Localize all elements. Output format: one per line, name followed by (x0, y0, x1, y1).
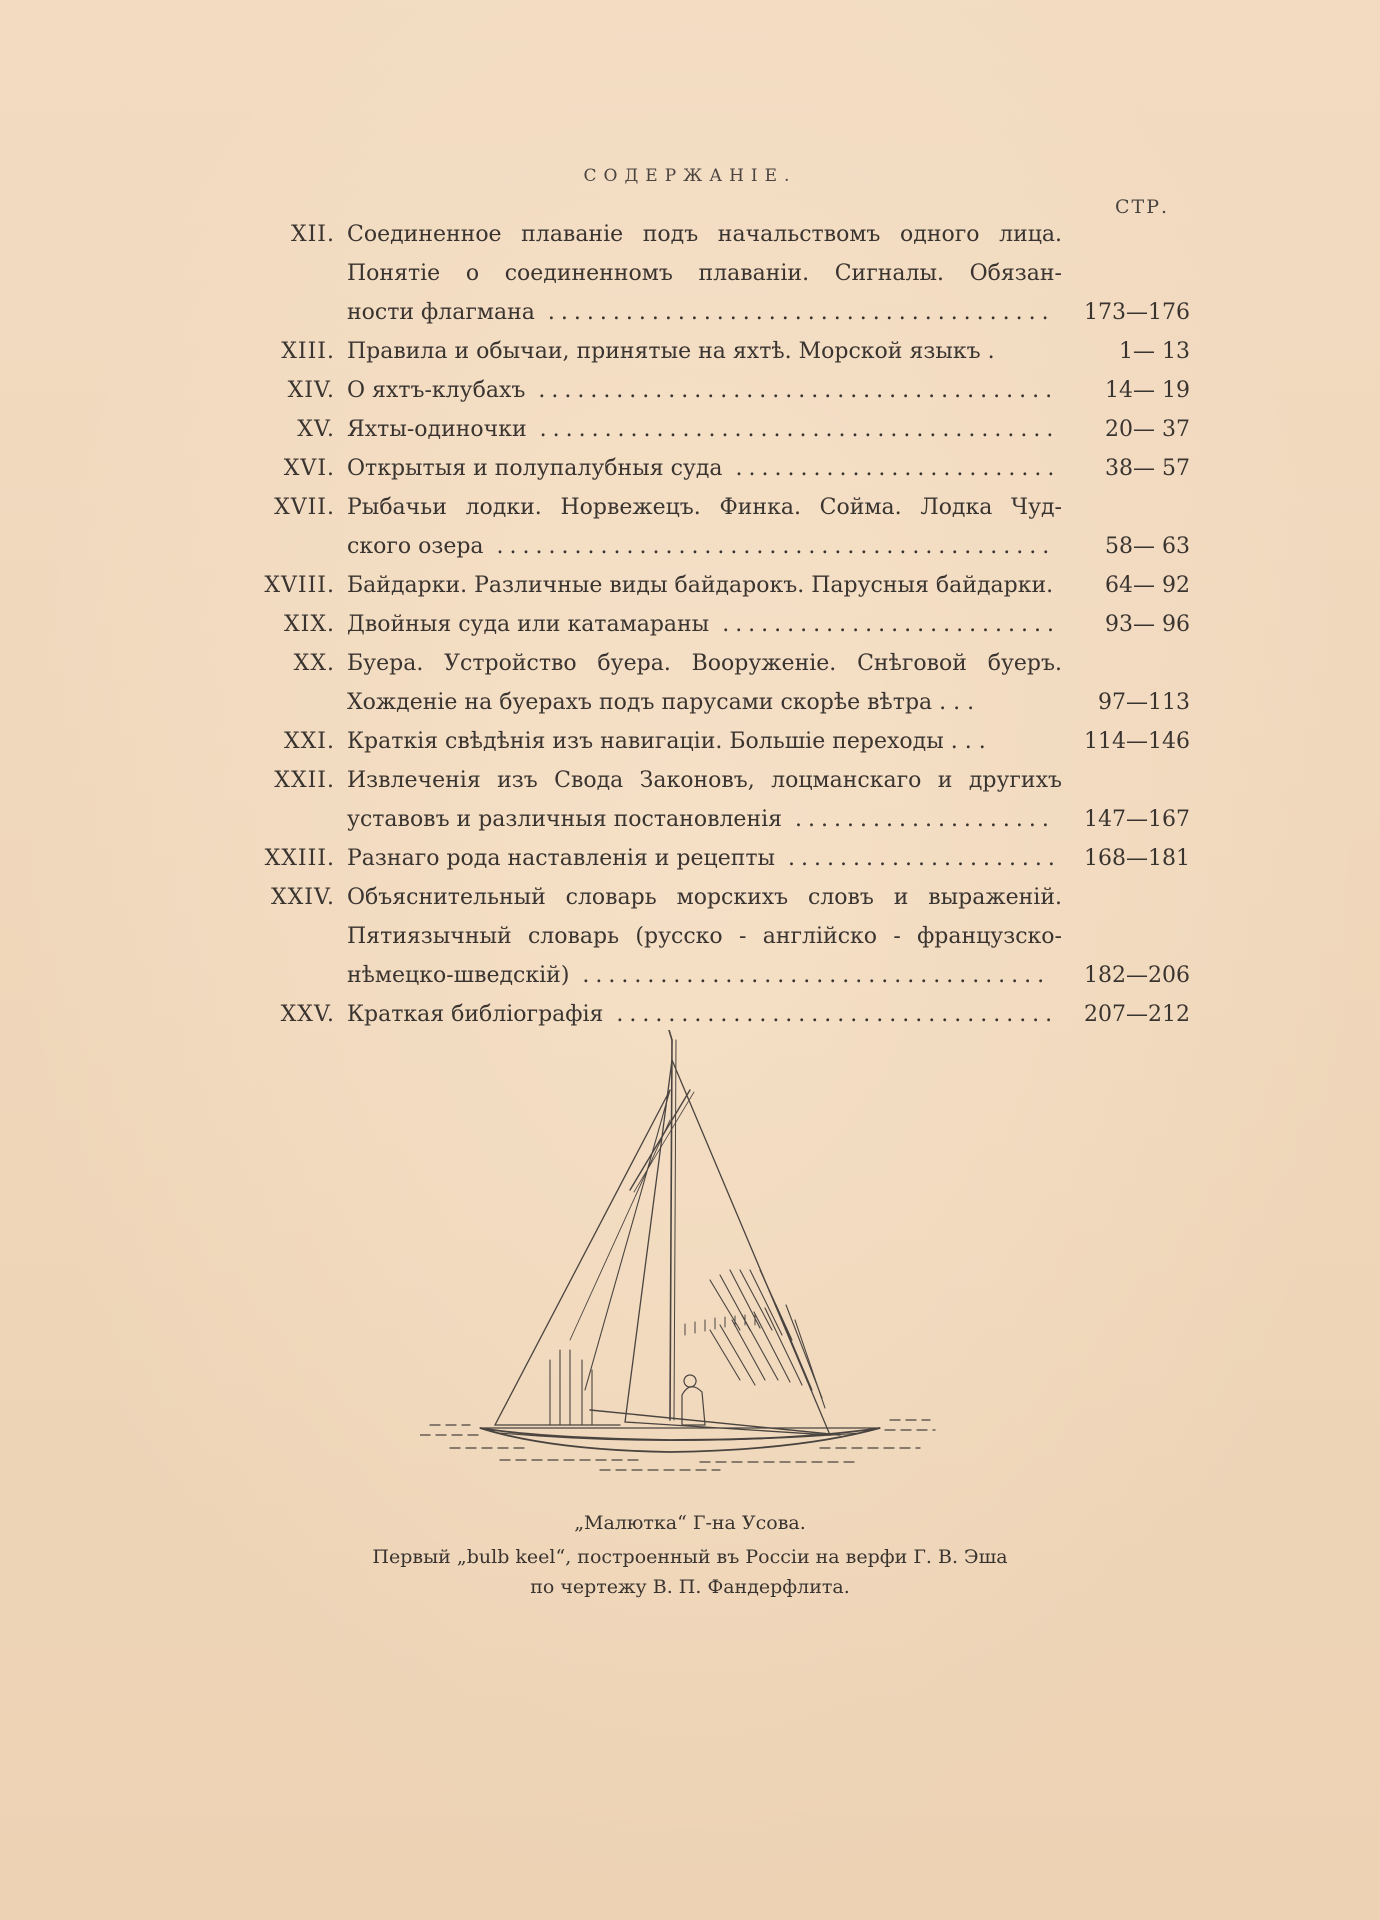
toc-entry-line (0, 995, 1380, 1034)
toc-entry (0, 644, 1380, 722)
chapter-title-text: уставовъ и различныя постановленія (347, 807, 783, 832)
page-range: 64— 92 (1105, 573, 1190, 598)
leader-dots: .......................... (709, 612, 1061, 637)
toc-entry-line (0, 527, 1380, 566)
chapter-title (347, 761, 1062, 800)
chapter-title (347, 722, 1062, 761)
chapter-number: XV. (297, 417, 335, 442)
chapter-title (347, 293, 1062, 332)
chapter-title (347, 332, 1062, 371)
chapter-title (347, 956, 1062, 995)
table-of-contents (0, 215, 1380, 1034)
page-range: 20— 37 (1105, 417, 1190, 442)
toc-entry-line (0, 566, 1380, 605)
chapter-title-text: О яхтъ-клубахъ (347, 378, 526, 403)
toc-entry (0, 722, 1380, 761)
chapter-number: XXII. (274, 768, 335, 793)
chapter-title (347, 605, 1062, 644)
toc-entry (0, 878, 1380, 995)
chapter-title-text: ности флагмана (347, 300, 535, 325)
toc-entry-line (0, 878, 1380, 917)
chapter-number: XVIII. (264, 573, 335, 598)
figure-caption-line: Первый „bulb keel“, построенный въ Россіи на верфи Г. В. Эша (372, 1546, 1008, 1568)
toc-entry (0, 839, 1380, 878)
chapter-title-text: Пятиязычный словарь (русско - англійско - французско- (347, 924, 1062, 949)
leader-dots: .................................. (603, 1002, 1059, 1027)
chapter-title (347, 644, 1062, 683)
toc-entry-line (0, 761, 1380, 800)
toc-entry (0, 566, 1380, 605)
page-title: СОДЕРЖАНІЕ. (583, 166, 797, 186)
chapter-title (347, 566, 1062, 605)
chapter-title-text: Двойныя суда или катамараны (347, 612, 710, 637)
chapter-title-text: Открытыя и полупалубныя суда (347, 456, 723, 481)
chapter-title-text: Соединенное плаваніе подъ начальствомъ одного лица. (347, 222, 1062, 247)
figure-caption-line: по чертежу В. П. Фандерфлита. (530, 1576, 850, 1598)
leader-dots: ....................................... (534, 300, 1055, 325)
toc-entry-line (0, 371, 1380, 410)
page-range: 168—181 (1084, 846, 1190, 871)
toc-entry-line (0, 800, 1380, 839)
chapter-number: XXI. (283, 729, 335, 754)
leader-dots: ..................... (775, 846, 1061, 871)
chapter-title (347, 995, 1062, 1034)
chapter-title (347, 215, 1062, 254)
leader-dots: .................................... (569, 963, 1051, 988)
toc-entry-line (0, 332, 1380, 371)
sailboat-illustration (420, 1030, 940, 1480)
chapter-title-text: Краткая библіографія (347, 1002, 604, 1027)
page-range: 93— 96 (1105, 612, 1190, 637)
pages-column-label: СТР. (1115, 196, 1170, 218)
page-range: 97—113 (1098, 690, 1190, 715)
toc-entry-line (0, 293, 1380, 332)
toc-entry-line (0, 605, 1380, 644)
toc-entry-line (0, 488, 1380, 527)
toc-entry-line (0, 683, 1380, 722)
page-range: 58— 63 (1105, 534, 1190, 559)
toc-entry (0, 371, 1380, 410)
toc-entry-line (0, 410, 1380, 449)
chapter-title-text: Объяснительный словарь морскихъ словъ и выраженій. (347, 885, 1062, 910)
leader-dots: ........................................... (483, 534, 1056, 559)
chapter-title-text: Байдарки. Различные виды байдарокъ. Парусныя байдарки. (347, 573, 1054, 598)
chapter-number: XII. (290, 222, 335, 247)
chapter-title-text: Правила и обычаи, принятые на яхтѣ. Морской языкъ . (347, 339, 995, 364)
chapter-title-text: Хожденіе на буерахъ подъ парусами скорѣе вѣтра . . . (347, 690, 975, 715)
toc-entry-line (0, 215, 1380, 254)
chapter-title (347, 839, 1062, 878)
chapter-title (347, 488, 1062, 527)
chapter-title-text: Рыбачьи лодки. Норвежецъ. Финка. Сойма. Лодка Чуд- (347, 495, 1062, 520)
page-range: 1— 13 (1119, 339, 1190, 364)
toc-entry-line (0, 956, 1380, 995)
chapter-number: XXIII. (264, 846, 335, 871)
page-range: 182—206 (1084, 963, 1190, 988)
chapter-title (347, 683, 1062, 722)
toc-entry-line (0, 917, 1380, 956)
leader-dots: ......................... (722, 456, 1061, 481)
page-range: 14— 19 (1105, 378, 1190, 403)
leader-dots: ........................................ (525, 378, 1059, 403)
page-range: 147—167 (1084, 807, 1190, 832)
chapter-title-text: Буера. Устройство буера. Вооруженіе. Снѣговой буеръ. (347, 651, 1062, 676)
toc-entry (0, 332, 1380, 371)
toc-entry-line (0, 839, 1380, 878)
page-range: 38— 57 (1105, 456, 1190, 481)
chapter-title-text: Разнаго рода наставленія и рецепты (347, 846, 776, 871)
page-range: 207—212 (1084, 1002, 1190, 1027)
toc-entry (0, 410, 1380, 449)
chapter-number: XVI. (283, 456, 335, 481)
toc-entry-line (0, 644, 1380, 683)
chapter-title (347, 800, 1062, 839)
chapter-number: XIV. (287, 378, 335, 403)
leader-dots: .................... (782, 807, 1055, 832)
toc-entry (0, 215, 1380, 332)
chapter-number: XIX. (283, 612, 335, 637)
chapter-title (347, 254, 1062, 293)
toc-entry-line (0, 254, 1380, 293)
chapter-title-text: ского озера (347, 534, 484, 559)
leader-dots: ........................................ (526, 417, 1060, 442)
chapter-number: XXIV. (270, 885, 335, 910)
toc-entry (0, 488, 1380, 566)
chapter-title-text: нѣмецко-шведскій) (347, 963, 570, 988)
page-range: 114—146 (1084, 729, 1190, 754)
chapter-number: XIII. (281, 339, 335, 364)
toc-entry (0, 761, 1380, 839)
chapter-title (347, 410, 1062, 449)
chapter-title-text: Понятіе о соединенномъ плаваніи. Сигналы. Обязан- (347, 261, 1062, 286)
chapter-title (347, 917, 1062, 956)
page-range: 173—176 (1084, 300, 1190, 325)
chapter-number: XX. (293, 651, 335, 676)
mast (670, 1040, 672, 1420)
chapter-title (347, 371, 1062, 410)
toc-entry (0, 995, 1380, 1034)
toc-entry (0, 605, 1380, 644)
toc-entry-line (0, 722, 1380, 761)
toc-entry-line (0, 449, 1380, 488)
figure-caption-title: „Малютка“ Г-на Усова. (574, 1512, 806, 1534)
chapter-title (347, 878, 1062, 917)
chapter-title-text: Извлеченія изъ Свода Законовъ, лоцманскаго и другихъ (347, 768, 1062, 793)
chapter-number: XXV. (280, 1002, 335, 1027)
toc-entry (0, 449, 1380, 488)
chapter-title (347, 449, 1062, 488)
chapter-title-text: Яхты-одиночки (347, 417, 527, 442)
chapter-title-text: Краткія свѣдѣнія изъ навигаціи. Большіе переходы . . . (347, 729, 986, 754)
chapter-number: XVII. (274, 495, 335, 520)
chapter-title (347, 527, 1062, 566)
